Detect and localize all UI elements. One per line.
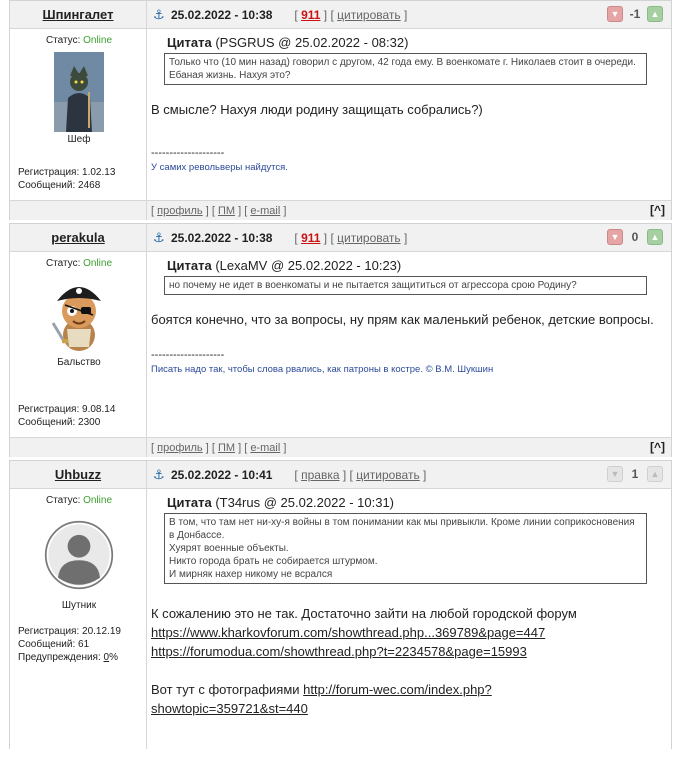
online-status: Online	[83, 35, 113, 46]
post-footer	[10, 200, 671, 220]
status-line: Статус: Online	[45, 258, 113, 269]
registration-date: 9.08.14	[82, 404, 116, 415]
post	[9, 223, 672, 457]
post-meta	[147, 1, 671, 28]
thumbs-down-icon[interactable]: ▼	[607, 6, 623, 22]
post-date: 25.02.2022 - 10:38	[171, 7, 273, 22]
status-line: Статус: Online	[45, 35, 113, 46]
profile-links: [ профиль ] [ ПМ ] [ e-mail ] [^]	[151, 440, 665, 454]
user-rank: Шутник	[61, 600, 97, 611]
post-date: 25.02.2022 - 10:38	[171, 230, 273, 245]
online-status: Online	[83, 258, 113, 269]
user-stats: Регистрация: 20.12.19 Сообщений: 61 Предупреждения: 0%	[18, 626, 121, 663]
author-info	[10, 252, 147, 437]
post-rating	[607, 466, 663, 482]
post-content	[147, 489, 671, 749]
post-actions: [ правка ] [ цитировать ]	[294, 467, 427, 482]
post-number-link[interactable]: 911	[301, 230, 321, 245]
quote-header: Цитата (LexaMV @ 25.02.2022 - 10:23)	[167, 258, 402, 273]
post-meta	[147, 461, 671, 488]
post-body	[10, 489, 671, 749]
back-to-top-link[interactable]: [^]	[650, 203, 665, 217]
quote-button[interactable]: цитировать	[337, 230, 401, 245]
post-header	[10, 461, 671, 489]
author-cell	[10, 224, 147, 251]
warning-level[interactable]: 0	[103, 652, 110, 663]
message-text: боятся конечно, что за вопросы, ну прям как маленький ребенок, детские вопросы.	[151, 312, 654, 327]
post-footer	[10, 437, 671, 457]
pm-link[interactable]: ПМ	[217, 441, 236, 454]
message-text: К сожалению это не так. Достаточно зайти на любой городской форум https://www.kharkovforum.com/showthread.php...369789&page=447 https://forumodua.com/showthread.php?t=2234578&page=15993 Вот тут с фотографиями http://forum-wec.com/index.php? showtopic=359721&st=440	[151, 606, 577, 716]
user-rank: Бальство	[57, 357, 101, 368]
forumodua-link[interactable]: https://forumodua.com/showthread.php?t=2234578&page=15993	[151, 644, 527, 659]
email-link[interactable]: e-mail	[250, 204, 281, 217]
signature: Писать надо так, чтобы слова рвались, как патроны в костре. © В.М. Шукшин	[151, 364, 494, 375]
character-avatar	[44, 52, 114, 132]
rating-score: -1	[629, 7, 641, 21]
post-content	[147, 252, 671, 437]
post-actions: [ 911 ] [ цитировать ]	[294, 7, 408, 22]
anchor-icon[interactable]: ⚓	[153, 229, 165, 245]
quote-box: но почему не идет в военкоматы и не пытается защититься от агрессора срою Родину?	[164, 276, 647, 295]
quote-button[interactable]: цитировать	[337, 7, 401, 22]
thumbs-up-icon: ▲	[647, 466, 663, 482]
registration-date: 20.12.19	[82, 626, 121, 637]
post-number-link[interactable]: 911	[301, 7, 321, 22]
quote-box: Только что (10 мин назад) говорил с другом, 42 года ему. В военкомате г. Николаев стоит в очереди. Ебаная жизнь. Нахуя это?	[164, 53, 647, 85]
back-to-top-link[interactable]: [^]	[650, 440, 665, 454]
forum-wec-link-cont[interactable]: showtopic=359721&st=440	[151, 701, 308, 716]
rating-score: 1	[631, 467, 639, 481]
post-rating	[607, 229, 663, 245]
rating-score: 0	[631, 230, 639, 244]
anchor-icon[interactable]: ⚓	[153, 6, 165, 22]
profile-links: [ профиль ] [ ПМ ] [ e-mail ] [^]	[151, 203, 665, 217]
post	[9, 0, 672, 220]
registration-date: 1.02.13	[82, 167, 116, 178]
post-date: 25.02.2022 - 10:41	[171, 467, 273, 482]
pm-link[interactable]: ПМ	[217, 204, 236, 217]
user-stats: Регистрация: 1.02.13 Сообщений: 2468	[18, 167, 116, 191]
post-actions: [ 911 ] [ цитировать ]	[294, 230, 408, 245]
quote-button[interactable]: цитировать	[356, 467, 420, 482]
post-rating	[607, 6, 663, 22]
thumbs-up-icon[interactable]: ▲	[647, 229, 663, 245]
message-count: 2468	[78, 180, 101, 191]
forum-wec-link[interactable]: http://forum-wec.com/index.php?	[303, 682, 492, 697]
message-count: 61	[78, 639, 90, 650]
author-info	[10, 489, 147, 749]
profile-link[interactable]: профиль	[157, 441, 203, 454]
status-line: Статус: Online	[45, 495, 113, 506]
quote-header: Цитата (T34rus @ 25.02.2022 - 10:31)	[167, 495, 394, 510]
author-cell	[10, 1, 147, 28]
online-status: Online	[83, 495, 113, 506]
post-content	[147, 29, 671, 200]
post-header	[10, 1, 671, 29]
profile-link[interactable]: профиль	[157, 204, 203, 217]
author-username[interactable]: perakula	[51, 230, 105, 245]
thumbs-up-icon[interactable]: ▲	[647, 6, 663, 22]
signature: У самих револьверы найдутся.	[151, 162, 288, 173]
email-link[interactable]: e-mail	[250, 441, 281, 454]
quote-box: В том, что там нет ни-ху-я войны в том понимании как мы привыкли. Кроме линии соприкосновения в Донбассе. Хуярят военные объекты. Никто города брать не собирается штурмом. И мирняк нахер никому не всрался	[164, 513, 647, 584]
author-cell	[10, 461, 147, 488]
post-header	[10, 224, 671, 252]
signature-separator: --------------------	[151, 349, 225, 361]
post-body	[10, 29, 671, 200]
pirate-avatar	[44, 275, 114, 355]
kharkovforum-link[interactable]: https://www.kharkovforum.com/showthread.php...369789&page=447	[151, 625, 546, 640]
author-info	[10, 29, 147, 200]
thumbs-down-icon[interactable]: ▼	[607, 229, 623, 245]
author-username[interactable]: Uhbuzz	[54, 467, 102, 482]
anchor-icon[interactable]: ⚓	[153, 466, 165, 482]
edit-button[interactable]: правка	[301, 467, 340, 482]
message-text: В смысле? Нахуя люди родину защищать собрались?)	[151, 102, 483, 117]
user-stats: Регистрация: 9.08.14 Сообщений: 2300	[18, 404, 116, 428]
message-count: 2300	[78, 417, 101, 428]
user-rank: Шеф	[67, 134, 91, 145]
post-body	[10, 252, 671, 437]
post-meta	[147, 224, 671, 251]
default-user-avatar	[44, 512, 114, 598]
quote-header: Цитата (PSGRUS @ 25.02.2022 - 08:32)	[167, 35, 409, 50]
signature-separator: --------------------	[151, 147, 225, 159]
post	[9, 460, 672, 749]
thumbs-down-icon: ▼	[607, 466, 623, 482]
author-username[interactable]: Шпингалет	[42, 7, 114, 22]
